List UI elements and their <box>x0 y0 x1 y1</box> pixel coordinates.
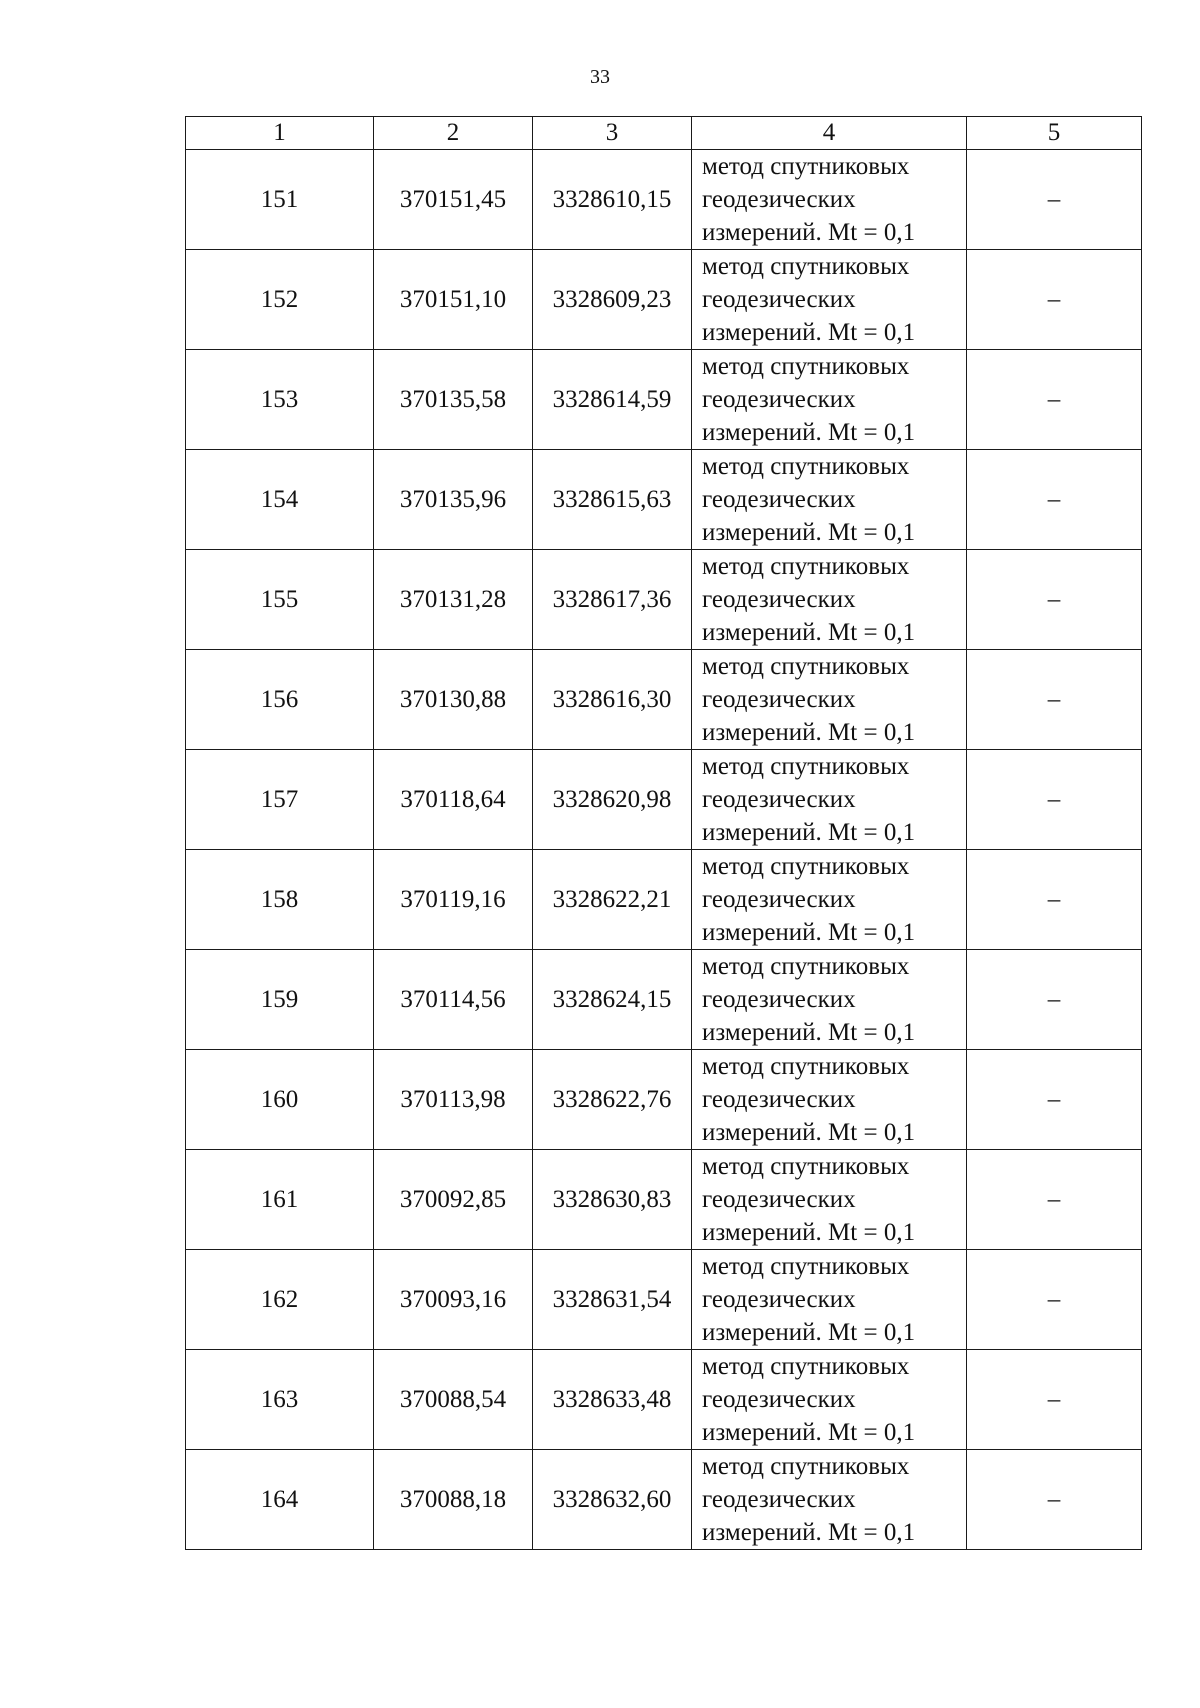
method-text-line: измерений. Mt = 0,1 <box>702 219 916 246</box>
method-text-line: измерений. Mt = 0,1 <box>702 419 916 446</box>
y-coordinate-cell: 3328624,15 <box>533 950 692 1050</box>
method-text-line: геодезических <box>702 886 856 913</box>
method-cell <box>692 1050 967 1150</box>
method-text-line: измерений. Mt = 0,1 <box>702 1019 916 1046</box>
note-cell: – <box>967 950 1142 1050</box>
note-cell: – <box>967 1150 1142 1250</box>
table-row <box>186 450 1142 550</box>
x-coordinate-cell: 370131,28 <box>374 550 533 650</box>
method-text-line: метод спутниковых <box>702 653 910 680</box>
y-coordinate-cell: 3328610,15 <box>533 150 692 250</box>
point-number-cell: 151 <box>186 150 374 250</box>
column-header-4: 4 <box>692 117 967 150</box>
method-cell <box>692 850 967 950</box>
method-text-line: геодезических <box>702 1286 856 1313</box>
point-number-cell: 157 <box>186 750 374 850</box>
x-coordinate-cell: 370130,88 <box>374 650 533 750</box>
table-row <box>186 150 1142 250</box>
method-text-line: метод спутниковых <box>702 153 910 180</box>
y-coordinate-cell: 3328620,98 <box>533 750 692 850</box>
note-cell: – <box>967 1350 1142 1450</box>
column-header-3: 3 <box>533 117 692 150</box>
method-text-line: геодезических <box>702 1186 856 1213</box>
point-number-cell: 156 <box>186 650 374 750</box>
method-text-line: геодезических <box>702 986 856 1013</box>
method-text-line: измерений. Mt = 0,1 <box>702 619 916 646</box>
method-text-line: измерений. Mt = 0,1 <box>702 719 916 746</box>
method-text-line: измерений. Mt = 0,1 <box>702 1219 916 1246</box>
point-number-cell: 161 <box>186 1150 374 1250</box>
method-text-line: измерений. Mt = 0,1 <box>702 319 916 346</box>
method-cell <box>692 1450 967 1550</box>
y-coordinate-cell: 3328630,83 <box>533 1150 692 1250</box>
note-cell: – <box>967 850 1142 950</box>
point-number-cell: 155 <box>186 550 374 650</box>
table-body <box>186 150 1142 1550</box>
y-coordinate-cell: 3328622,21 <box>533 850 692 950</box>
x-coordinate-cell: 370135,96 <box>374 450 533 550</box>
x-coordinate-cell: 370092,85 <box>374 1150 533 1250</box>
y-coordinate-cell: 3328633,48 <box>533 1350 692 1450</box>
x-coordinate-cell: 370118,64 <box>374 750 533 850</box>
x-coordinate-cell: 370135,58 <box>374 350 533 450</box>
table-row <box>186 850 1142 950</box>
method-cell <box>692 350 967 450</box>
method-text-line: метод спутниковых <box>702 353 910 380</box>
table-row <box>186 1450 1142 1550</box>
method-text-line: геодезических <box>702 686 856 713</box>
y-coordinate-cell: 3328616,30 <box>533 650 692 750</box>
method-text-line: геодезических <box>702 486 856 513</box>
method-text-line: измерений. Mt = 0,1 <box>702 819 916 846</box>
method-cell <box>692 950 967 1050</box>
header-row <box>186 117 1142 150</box>
point-number-cell: 152 <box>186 250 374 350</box>
table-row <box>186 550 1142 650</box>
note-cell: – <box>967 150 1142 250</box>
method-text-line: геодезических <box>702 1486 856 1513</box>
method-text-line: геодезических <box>702 786 856 813</box>
note-cell: – <box>967 1250 1142 1350</box>
method-cell <box>692 750 967 850</box>
column-header-1: 1 <box>186 117 374 150</box>
table-row <box>186 1350 1142 1450</box>
x-coordinate-cell: 370113,98 <box>374 1050 533 1150</box>
method-text-line: метод спутниковых <box>702 453 910 480</box>
x-coordinate-cell: 370114,56 <box>374 950 533 1050</box>
note-cell: – <box>967 250 1142 350</box>
table-row <box>186 950 1142 1050</box>
point-number-cell: 154 <box>186 450 374 550</box>
point-number-cell: 153 <box>186 350 374 450</box>
table-row <box>186 750 1142 850</box>
method-text-line: измерений. Mt = 0,1 <box>702 1119 916 1146</box>
method-text-line: измерений. Mt = 0,1 <box>702 1419 916 1446</box>
coordinates-table <box>185 116 1142 1550</box>
x-coordinate-cell: 370151,45 <box>374 150 533 250</box>
point-number-cell: 162 <box>186 1250 374 1350</box>
x-coordinate-cell: 370119,16 <box>374 850 533 950</box>
point-number-cell: 163 <box>186 1350 374 1450</box>
column-header-5: 5 <box>967 117 1142 150</box>
method-cell <box>692 1350 967 1450</box>
note-cell: – <box>967 1050 1142 1150</box>
method-text-line: метод спутниковых <box>702 1153 910 1180</box>
table-row <box>186 1050 1142 1150</box>
method-text-line: метод спутниковых <box>702 853 910 880</box>
method-text-line: измерений. Mt = 0,1 <box>702 519 916 546</box>
x-coordinate-cell: 370088,54 <box>374 1350 533 1450</box>
method-cell <box>692 550 967 650</box>
y-coordinate-cell: 3328614,59 <box>533 350 692 450</box>
y-coordinate-cell: 3328617,36 <box>533 550 692 650</box>
method-text-line: геодезических <box>702 586 856 613</box>
note-cell: – <box>967 750 1142 850</box>
table-row <box>186 1250 1142 1350</box>
method-cell <box>692 450 967 550</box>
y-coordinate-cell: 3328622,76 <box>533 1050 692 1150</box>
method-cell <box>692 250 967 350</box>
method-text-line: геодезических <box>702 186 856 213</box>
note-cell: – <box>967 1450 1142 1550</box>
page-number: 33 <box>590 66 610 88</box>
note-cell: – <box>967 650 1142 750</box>
method-text-line: измерений. Mt = 0,1 <box>702 919 916 946</box>
table-row <box>186 650 1142 750</box>
table-row <box>186 350 1142 450</box>
x-coordinate-cell: 370093,16 <box>374 1250 533 1350</box>
method-text-line: метод спутниковых <box>702 953 910 980</box>
method-text-line: метод спутниковых <box>702 553 910 580</box>
point-number-cell: 164 <box>186 1450 374 1550</box>
method-text-line: метод спутниковых <box>702 253 910 280</box>
x-coordinate-cell: 370088,18 <box>374 1450 533 1550</box>
y-coordinate-cell: 3328632,60 <box>533 1450 692 1550</box>
method-text-line: метод спутниковых <box>702 1253 910 1280</box>
note-cell: – <box>967 450 1142 550</box>
table-row <box>186 1150 1142 1250</box>
table-row <box>186 250 1142 350</box>
x-coordinate-cell: 370151,10 <box>374 250 533 350</box>
table-header <box>186 117 1142 150</box>
method-cell <box>692 1250 967 1350</box>
method-cell <box>692 1150 967 1250</box>
method-text-line: геодезических <box>702 1086 856 1113</box>
method-text-line: метод спутниковых <box>702 1053 910 1080</box>
method-text-line: измерений. Mt = 0,1 <box>702 1319 916 1346</box>
method-text-line: метод спутниковых <box>702 1353 910 1380</box>
method-text-line: метод спутниковых <box>702 753 910 780</box>
y-coordinate-cell: 3328615,63 <box>533 450 692 550</box>
y-coordinate-cell: 3328631,54 <box>533 1250 692 1350</box>
point-number-cell: 160 <box>186 1050 374 1150</box>
method-cell <box>692 650 967 750</box>
point-number-cell: 158 <box>186 850 374 950</box>
point-number-cell: 159 <box>186 950 374 1050</box>
method-text-line: геодезических <box>702 1386 856 1413</box>
note-cell: – <box>967 550 1142 650</box>
note-cell: – <box>967 350 1142 450</box>
method-text-line: измерений. Mt = 0,1 <box>702 1519 916 1546</box>
method-text-line: метод спутниковых <box>702 1453 910 1480</box>
method-cell <box>692 150 967 250</box>
column-header-2: 2 <box>374 117 533 150</box>
method-text-line: геодезических <box>702 286 856 313</box>
method-text-line: геодезических <box>702 386 856 413</box>
y-coordinate-cell: 3328609,23 <box>533 250 692 350</box>
